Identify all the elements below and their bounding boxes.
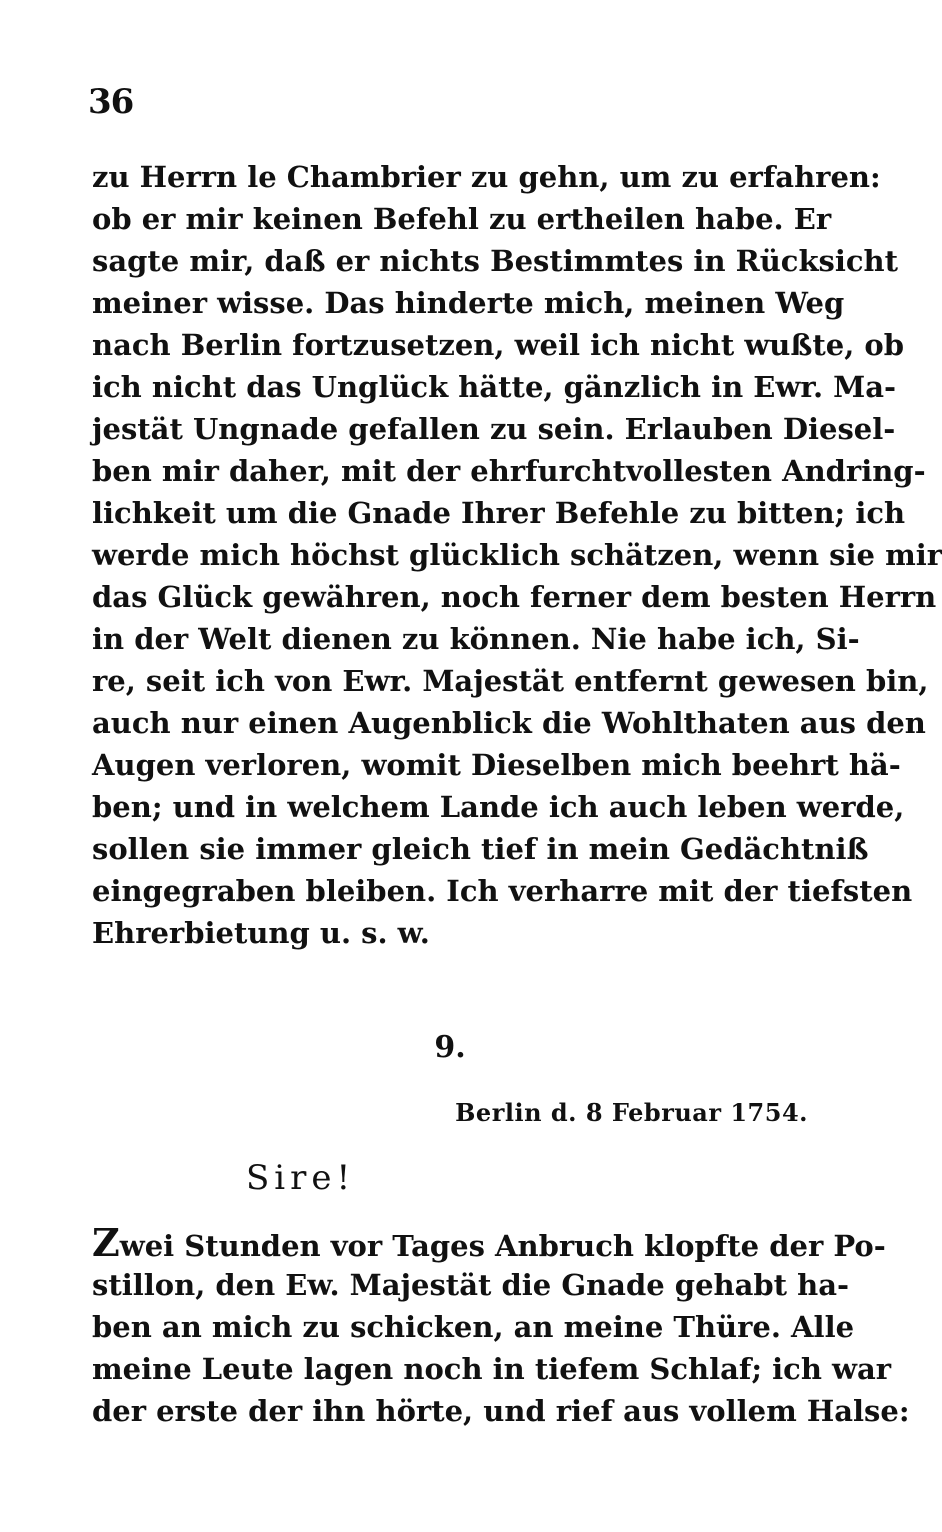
- text-line: eingegraben bleiben. Ich verharre mit der tiefsten: [92, 874, 913, 908]
- text-line: re, seit ich von Ewr. Majestät entfernt gewesen bin,: [92, 664, 929, 698]
- text-line: der erste der ihn hörte, und rief aus vollem Halse:: [92, 1394, 910, 1428]
- text-line: das Glück gewähren, noch ferner dem besten Herrn: [92, 580, 937, 614]
- text-line: nach Berlin fortzusetzen, weil ich nicht wußte, ob: [92, 328, 905, 362]
- paragraph-letter-body: [92, 1220, 910, 1432]
- text-line: ben mir daher, mit der ehrfurchtvollesten Andring-: [92, 454, 926, 488]
- text-line: ich nicht das Unglück hätte, gänzlich in Ewr. Ma-: [92, 370, 897, 404]
- text-line: sollen sie immer gleich tief in mein Gedächtniß: [92, 832, 869, 866]
- text-line: Zwei Stunden vor Tages Anbruch klopfte der Po-: [92, 1220, 886, 1265]
- text-line: jestät Ungnade gefallen zu sein. Erlauben Diesel-: [92, 412, 896, 446]
- dateline: Berlin d. 8 Februar 1754.: [455, 1098, 808, 1127]
- letter-number: 9.: [434, 1030, 466, 1065]
- text-line: stillon, den Ew. Majestät die Gnade gehabt ha-: [92, 1268, 850, 1302]
- text-line: werde mich höchst glücklich schätzen, wenn sie mir: [92, 538, 942, 572]
- text-line: zu Herrn le Chambrier zu gehn, um zu erfahren:: [92, 160, 881, 194]
- text-line: ob er mir keinen Befehl zu ertheilen habe. Er: [92, 202, 832, 236]
- text-line: lichkeit um die Gnade Ihrer Befehle zu bitten; ich: [92, 496, 906, 530]
- text-line: ben; und in welchem Lande ich auch leben werde,: [92, 790, 905, 824]
- text-line: Ehrerbietung u. s. w.: [92, 916, 430, 950]
- text-line: meine Leute lagen noch in tiefem Schlaf; ich war: [92, 1352, 892, 1386]
- text-line: ben an mich zu schicken, an meine Thüre. Alle: [92, 1310, 855, 1344]
- text-line: Augen verloren, womit Dieselben mich beehrt hä-: [92, 748, 901, 782]
- salutation: Sire!: [246, 1158, 356, 1198]
- text-line: auch nur einen Augenblick die Wohlthaten aus den: [92, 706, 926, 740]
- text-line: sagte mir, daß er nichts Bestimmtes in Rücksicht: [92, 244, 899, 278]
- text-line: meiner wisse. Das hinderte mich, meinen Weg: [92, 286, 845, 320]
- paragraph-continued-letter: [92, 156, 942, 954]
- text-line: in der Welt dienen zu können. Nie habe ich, Si-: [92, 622, 860, 656]
- page-number: 36: [88, 82, 134, 122]
